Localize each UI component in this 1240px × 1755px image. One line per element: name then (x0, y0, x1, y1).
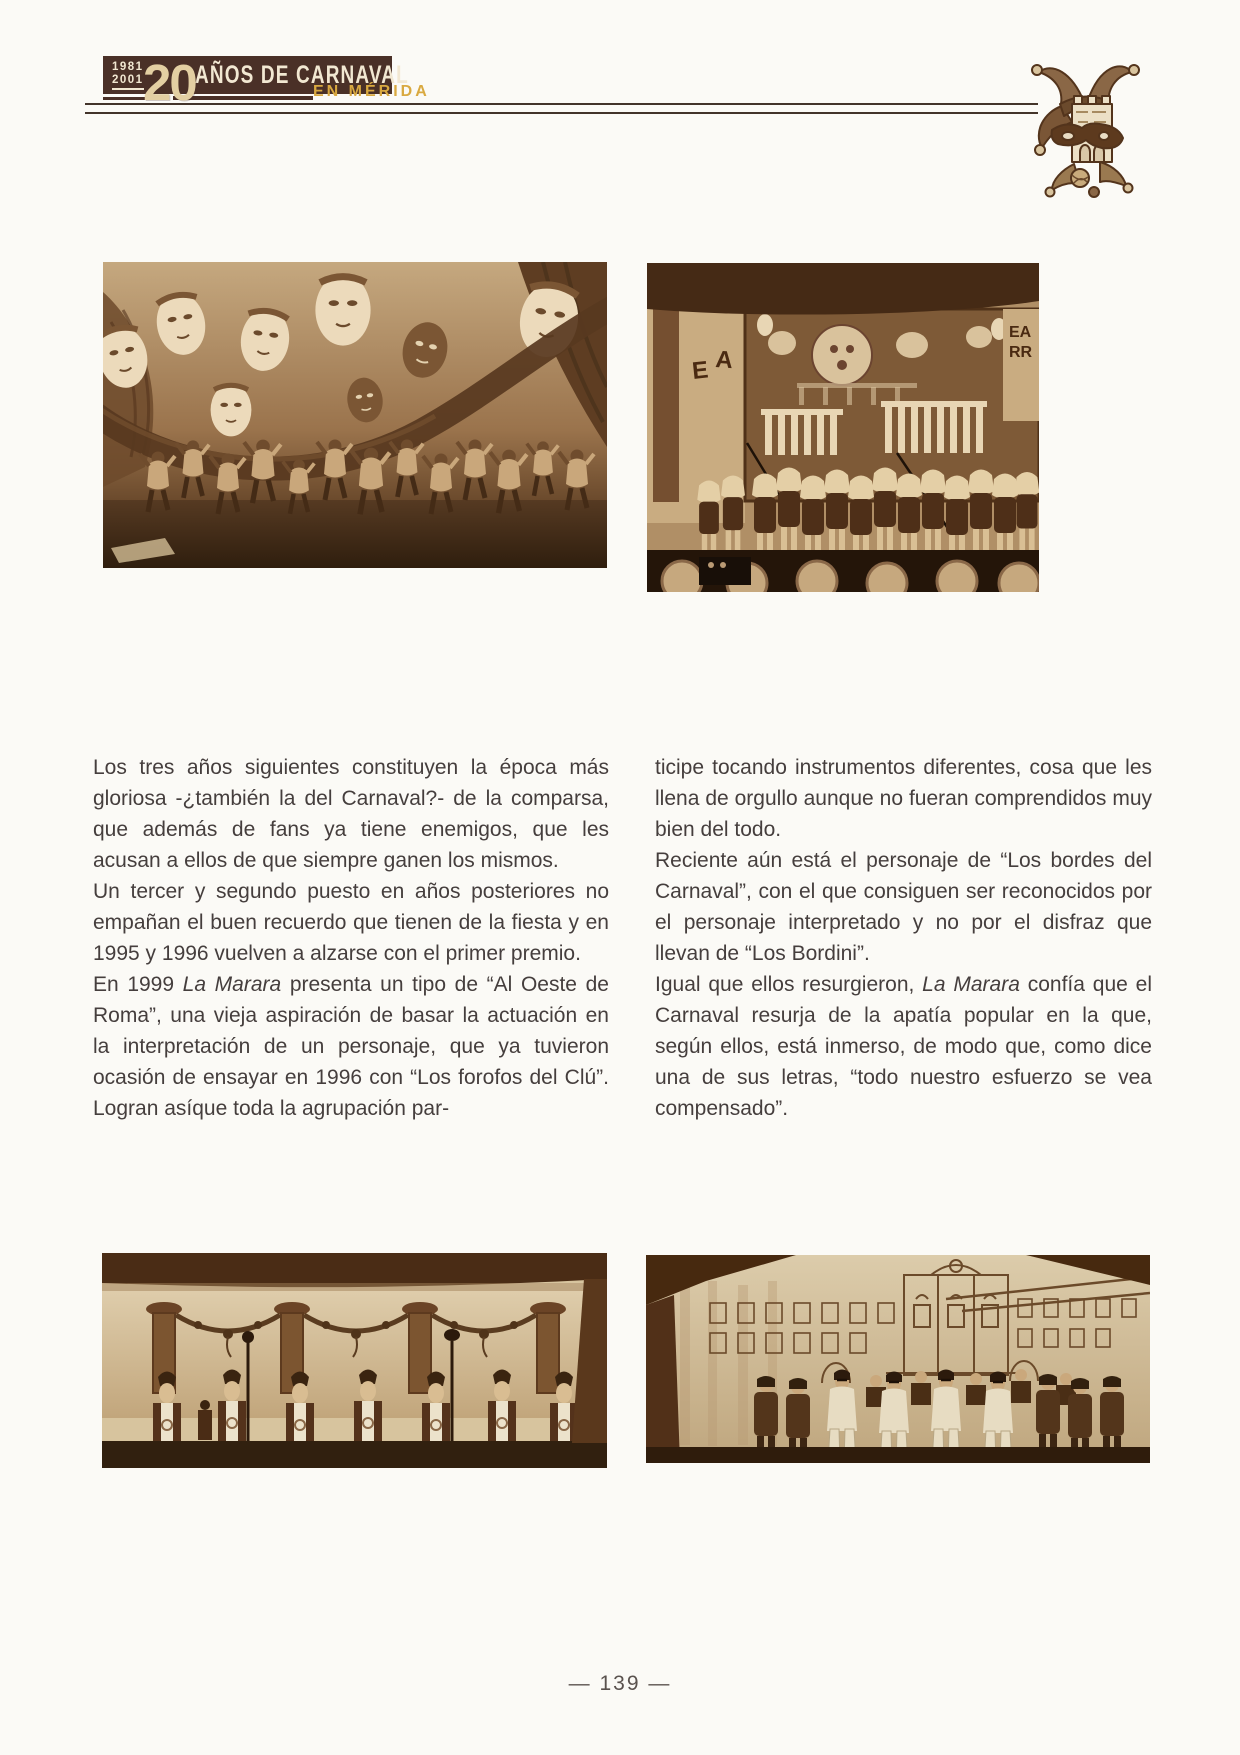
photo-white-suits-town-backdrop (646, 1255, 1150, 1463)
banner-title: AÑOS DE CARNAVAL (195, 61, 409, 89)
svg-text:EA: EA (1009, 324, 1032, 341)
paragraph: Los tres años siguientes constituyen la época más gloriosa -¿también la del Carnaval?- de la comparsa, que además de fans ya tiene enemigos, que les acusan a ellos de que siempre ganen los mismos. (93, 756, 609, 872)
year-range (112, 61, 144, 90)
carnival-jester-logo-illustration (1022, 50, 1148, 198)
paragraph: Igual que ellos resurgieron, La Marara confía que el Carnaval resurja de la apatía popular en la que, según ellos, está inmerso, de modo que, como dice una de sus letras, “todo nuestro esfuerzo se vea compensado”. (655, 973, 1152, 1120)
article-right-column (655, 752, 1152, 1124)
year-bottom: 2001 (112, 74, 144, 87)
paragraph: En 1999 La Marara presenta un tipo de “Al Oeste de Roma”, una vieja aspiración de basar la actuación en la interpretación de un personaje, que ya tuvieron ocasión de ensayar en 1996 con “Los forofos del Clú”. Logran asíque toda la agrupación par- (93, 973, 609, 1120)
header-double-rule (85, 103, 1038, 114)
banner-subtitle: EN MÉRIDA (313, 83, 430, 100)
svg-text:RR: RR (1009, 344, 1033, 361)
svg-text:A: A (714, 346, 734, 375)
svg-text:E: E (690, 356, 710, 385)
paragraph: Reciente aún está el personaje de “Los bordes del Carnaval”, con el que consiguen ser reconocidos por el personaje interpretado y no por el disfraz que llevan de “Los Bordini”. (655, 849, 1152, 965)
page-number: — 139 — (568, 1672, 672, 1695)
photo-stage-aqueduct-mural (647, 263, 1039, 592)
article-left-column (93, 752, 609, 1124)
year-top: 1981 (112, 61, 144, 73)
photo-roman-columns-comparsa (102, 1253, 607, 1468)
paragraph: ticipe tocando instrumentos diferentes, cosa que les llena de orgullo aunque no fueran comprendidos muy bien del todo. (655, 756, 1152, 841)
paragraph: Un tercer y segundo puesto en años posteriores no empañan el buen recuerdo que tienen de la fiesta y en 1995 y 1996 vuelven a alzarse con el primer premio. (93, 880, 609, 965)
photo-comparsa-dancers-masks (103, 262, 607, 568)
big-20-numeral: 20 (143, 54, 196, 111)
